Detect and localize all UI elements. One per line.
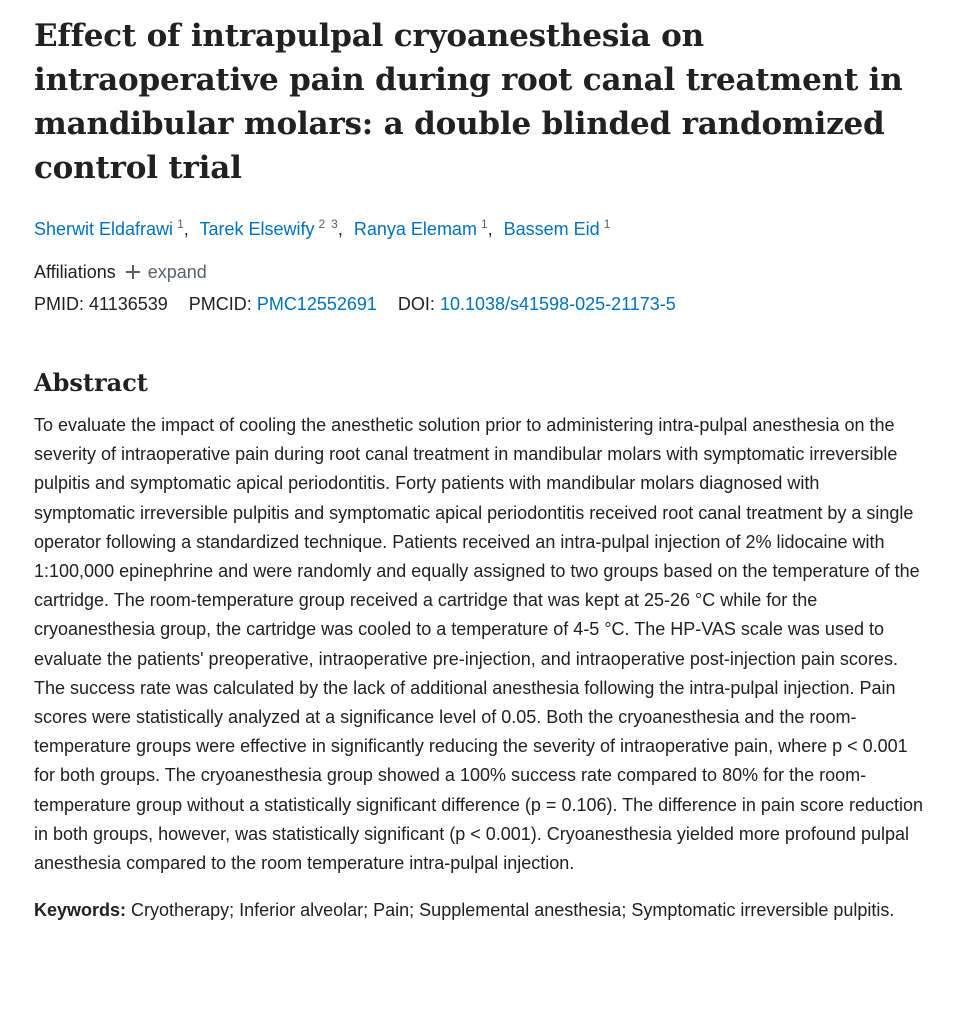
author-separator: , bbox=[183, 219, 189, 239]
pmid-value: 41136539 bbox=[89, 294, 168, 314]
author-link-elemam[interactable]: Ranya Elemam bbox=[353, 219, 477, 239]
pmid-label: PMID: bbox=[34, 294, 85, 314]
affiliations-expand-button[interactable] bbox=[126, 262, 207, 283]
pmcid-label: PMCID: bbox=[188, 294, 252, 314]
doi bbox=[398, 294, 676, 314]
pmcid-link[interactable]: PMC12552691 bbox=[256, 294, 377, 314]
keywords bbox=[34, 896, 924, 925]
article-title: Effect of intrapulpal cryoanesthesia on intraoperative pain during root canal treatment in mandibular molars: a double blinded randomized control trial bbox=[34, 18, 903, 186]
affiliations-row bbox=[34, 259, 924, 285]
affiliation-ref[interactable]: 3 bbox=[331, 217, 338, 231]
author-link-eid[interactable]: Bassem Eid bbox=[503, 219, 600, 239]
affiliation-ref[interactable]: 2 bbox=[318, 217, 326, 231]
affiliation-ref[interactable]: 1 bbox=[480, 217, 488, 231]
plus-icon bbox=[126, 265, 140, 279]
author-link-elsewify[interactable]: Tarek Elsewify bbox=[199, 219, 315, 239]
author-separator: , bbox=[337, 219, 343, 239]
abstract-text: To evaluate the impact of cooling the anesthetic solution prior to administering intra-pulpal anesthesia on the severity of intraoperative pain during root canal treatment in mandibular molars with symptomatic irreversible pulpitis and symptomatic apical periodontitis. Forty patients with mandibular molars diagnosed with symptomatic irreversible pulpitis and symptomatic apical periodontitis received root canal treatment by a single operator following a standardized technique. Patients received an intra-pulpal injection of 2% lidocaine with 1:100,000 epinephrine and were randomly and equally assigned to two groups based on the temperature of the cartridge. The room-temperature group received a cartridge that was kept at 25-26 °C while for the cryoanesthesia group, the cartridge was cooled to a temperature of 4-5 °C. The HP-VAS scale was used to evaluate the patients' preoperative, intraoperative pre-injection, and intraoperative post-injection pain scores. The success rate was calculated by the lack of additional anesthesia following the intra-pulpal injection. Pain scores were statistically analyzed at a significance level of 0.05. Both the cryoanesthesia and the room-temperature groups were effective in significantly reducing the severity of intraoperative pain, where p < 0.001 for both groups. The cryoanesthesia group showed a 100% success rate compared to 80% for the room-temperature group without a statistically significant difference (p = 0.106). The difference in pain score reduction in both groups, however, was statistically significant (p < 0.001). Cryoanesthesia yielded more profound pulpal anesthesia compared to the room temperature intra-pulpal injection. bbox=[34, 415, 924, 874]
article-page bbox=[34, 14, 924, 925]
abstract-heading: Abstract bbox=[34, 368, 148, 397]
keywords-label: Keywords: bbox=[34, 900, 127, 921]
doi-link[interactable]: 10.1038/s41598-025-21173-5 bbox=[439, 294, 676, 314]
author-list bbox=[34, 216, 924, 242]
author-link-eldafrawi[interactable]: Sherwit Eldafrawi bbox=[34, 219, 174, 239]
affiliation-ref[interactable]: 1 bbox=[177, 217, 184, 231]
affiliations-label: Affiliations bbox=[34, 262, 116, 282]
article-identifiers bbox=[34, 291, 924, 317]
keywords-text: Cryotherapy; Inferior alveolar; Pain; Supplemental anesthesia; Symptomatic irreversible pulpitis. bbox=[131, 900, 895, 921]
pmid bbox=[34, 294, 168, 314]
author-separator: , bbox=[487, 219, 493, 239]
pmcid bbox=[189, 294, 377, 314]
doi-label: DOI: bbox=[397, 294, 435, 314]
affiliation-ref[interactable]: 1 bbox=[603, 217, 611, 231]
expand-label: expand bbox=[147, 261, 207, 282]
